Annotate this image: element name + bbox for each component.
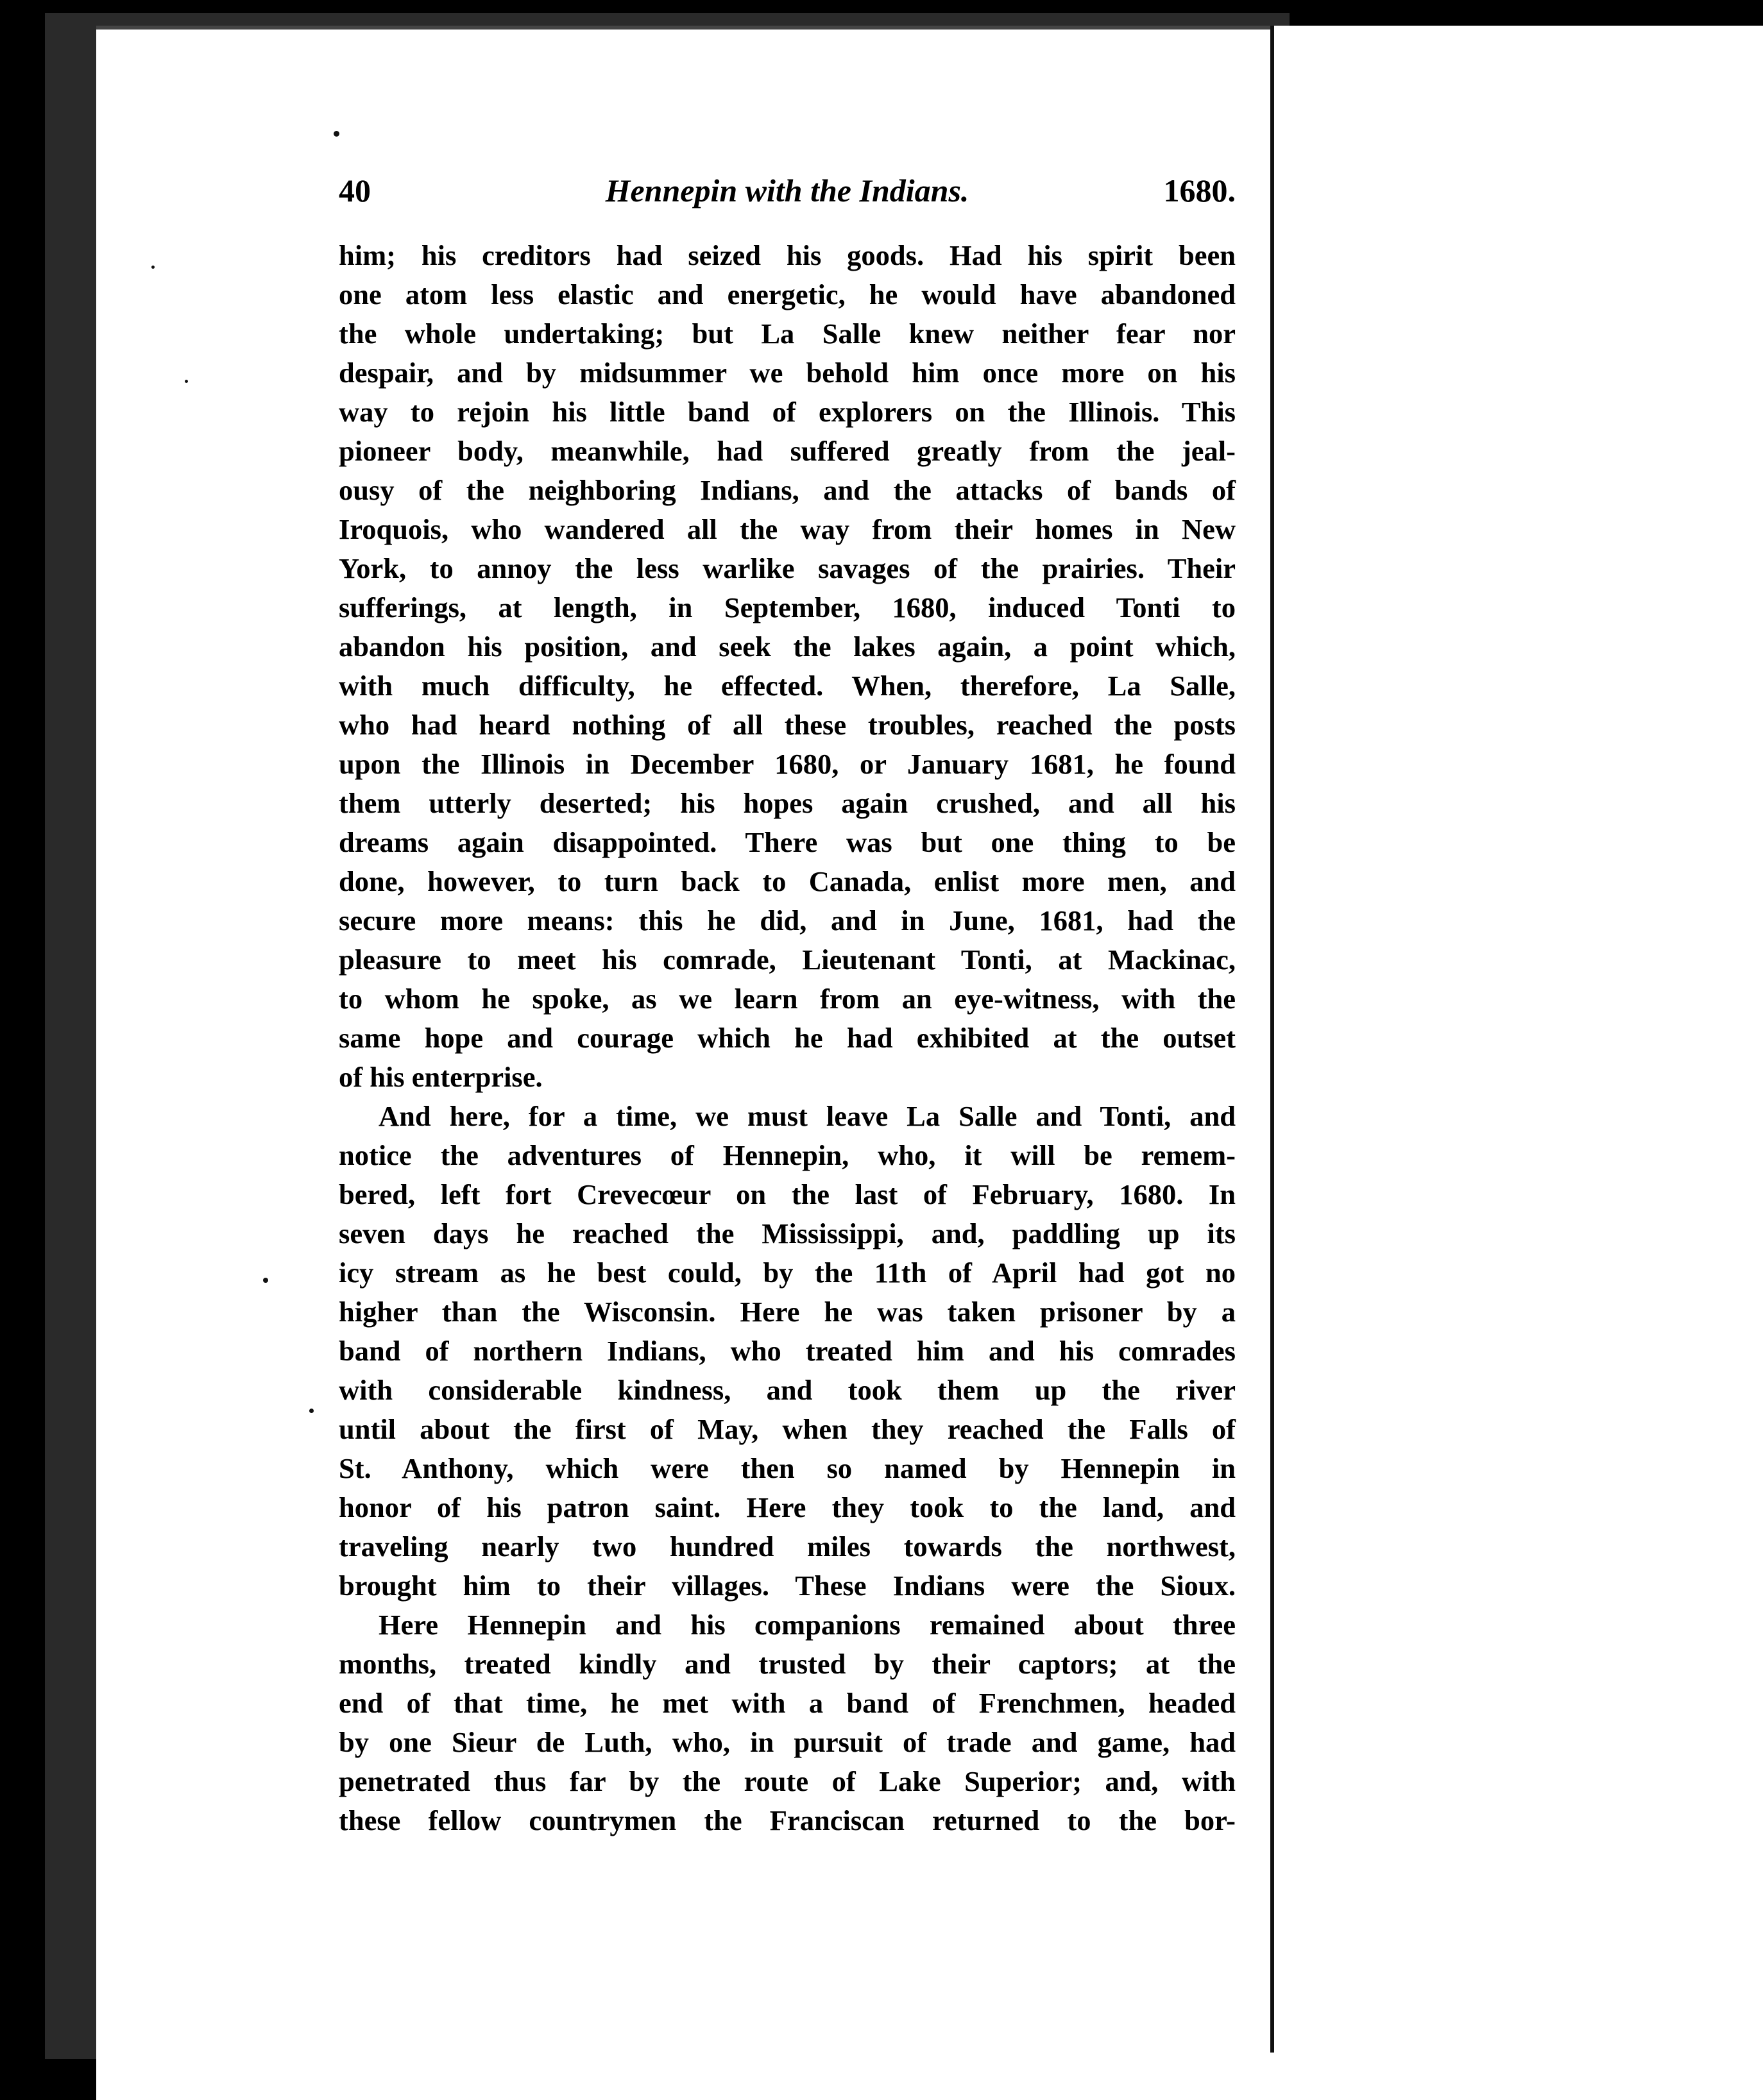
text-line: pleasure to meet his comrade, Lieutenant Tonti, at Mackinac, [339,944,1236,976]
paragraph-end-line: brought him to their villages. These Indians were the Sioux. [339,1570,1236,1602]
text-line: Iroquois, who wandered all the way from their homes in New [339,513,1236,545]
text-line: abandon his position, and seek the lakes again, a point which, [339,631,1236,663]
running-year: 1680. [1163,173,1236,208]
text-line: dreams again disappointed. There was but one thing to be [339,826,1236,858]
running-title: Hennepin with the Indians. [605,173,969,208]
margin-speck [309,1409,314,1413]
margin-speck [151,266,155,269]
text-line: the whole undertaking; but La Salle knew neither fear nor [339,318,1236,350]
text-line: months, treated kindly and trusted by their captors; at the [339,1648,1236,1680]
paragraph-start-line: Here Hennepin and his companions remained about three [379,1609,1236,1641]
margin-speck [185,380,188,383]
text-line: York, to annoy the less warlike savages of the prairies. Their [339,552,1236,584]
page-edge-line [1270,26,1274,2053]
page-number: 40 [339,173,371,208]
text-line: these fellow countrymen the Franciscan returned to the bor- [339,1804,1236,1836]
text-line: traveling nearly two hundred miles towards the northwest, [339,1530,1236,1562]
text-line: icy stream as he best could, by the 11th of April had got no [339,1257,1236,1289]
paragraph-start-line: And here, for a time, we must leave La Salle and Tonti, and [379,1100,1236,1132]
text-line: done, however, to turn back to Canada, enlist more men, and [339,865,1236,897]
text-line: band of northern Indians, who treated him and his comrades [339,1335,1236,1367]
text-line: same hope and courage which he had exhibited at the outset [339,1022,1236,1054]
margin-speck [263,1278,268,1283]
margin-speck [334,131,339,137]
facing-page-edge [1273,38,1763,2100]
text-line: end of that time, he met with a band of Frenchmen, headed [339,1687,1236,1719]
text-line: by one Sieur de Luth, who, in pursuit of trade and game, had [339,1726,1236,1758]
text-line: way to rejoin his little band of explorers on the Illinois. This [339,396,1236,428]
text-line: St. Anthony, which were then so named by Hennepin in [339,1452,1236,1484]
text-line: one atom less elastic and energetic, he would have abandoned [339,278,1236,310]
running-head [339,172,1236,217]
text-line: ousy of the neighboring Indians, and the attacks of bands of [339,474,1236,506]
text-line: higher than the Wisconsin. Here he was taken prisoner by a [339,1296,1236,1328]
body-text [339,236,1236,1840]
page-bottom [96,2056,1763,2100]
text-line: pioneer body, meanwhile, had suffered greatly from the jeal- [339,435,1236,467]
text-line: with considerable kindness, and took them up the river [339,1374,1236,1406]
text-line: until about the first of May, when they reached the Falls of [339,1413,1236,1445]
text-line: to whom he spoke, as we learn from an eye-witness, with the [339,983,1236,1015]
text-line: upon the Illinois in December 1680, or January 1681, he found [339,748,1236,780]
text-line: honor of his patron saint. Here they took to the land, and [339,1491,1236,1523]
paragraph-end-line: of his enterprise. [339,1061,543,1093]
text-line: who had heard nothing of all these troubles, reached the posts [339,709,1236,741]
text-line: them utterly deserted; his hopes again crushed, and all his [339,787,1236,819]
text-line: with much difficulty, he effected. When, therefore, La Salle, [339,670,1236,702]
top-edge-rule [96,26,1270,30]
text-line: notice the adventures of Hennepin, who, it will be remem- [339,1139,1236,1171]
text-line: secure more means: this he did, and in June, 1681, had the [339,904,1236,936]
text-line: seven days he reached the Mississippi, and, paddling up its [339,1217,1236,1249]
text-line: sufferings, at length, in September, 1680, induced Tonti to [339,591,1236,623]
text-line: penetrated thus far by the route of Lake Superior; and, with [339,1765,1236,1797]
text-line: him; his creditors had seized his goods. Had his spirit been [339,239,1236,271]
text-line: bered, left fort Crevecœur on the last of February, 1680. In [339,1178,1236,1210]
text-line: despair, and by midsummer we behold him once more on his [339,357,1236,389]
